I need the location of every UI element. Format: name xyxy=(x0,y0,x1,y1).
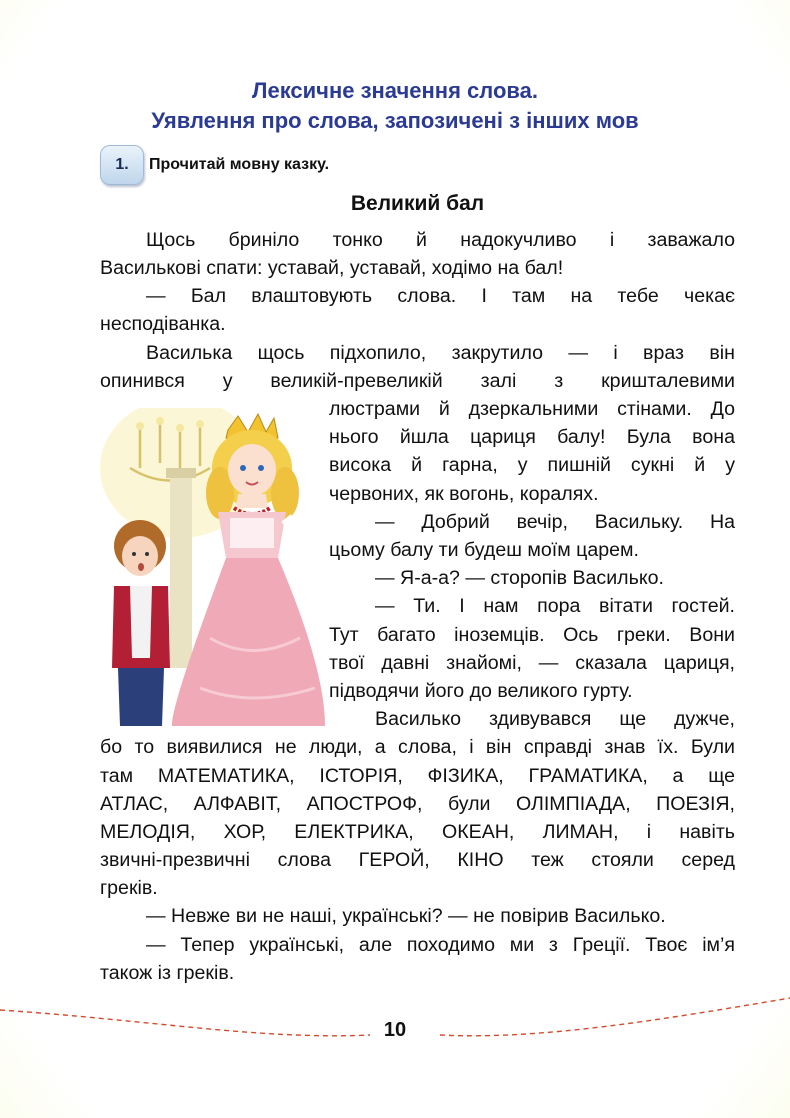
story-line: червоних, як вогонь, коралях. xyxy=(329,483,599,505)
story-line: несподіванка. xyxy=(100,313,226,335)
story-line: бо то виявилися не люди, а слова, і він справді знав їх. Були xyxy=(100,736,735,758)
lesson-title-line-1: Лексичне значення слова. xyxy=(252,78,538,103)
story-line: там МАТЕМАТИКА, ІСТОРІЯ, ФІЗИКА, ГРАМАТИКА, а ще xyxy=(100,765,735,787)
lesson-title xyxy=(60,76,730,136)
story-line: Василька щось підхопило, закрутило — і враз він xyxy=(146,342,735,364)
story-line: нього йшла цариця балу! Була вона xyxy=(329,426,735,448)
story-line: також із греків. xyxy=(100,962,235,984)
story-line: греків. xyxy=(100,877,158,899)
story-line: АТЛАС, АЛФАВІТ, АПОСТРОФ, були ОЛІМПІАДА, ПОЕЗІЯ, xyxy=(100,793,735,815)
story-line: опинився у великій-превеликій залі з кришталевими xyxy=(100,370,735,392)
story-line: люстрами й дзеркальними стінами. До xyxy=(329,398,735,420)
story-line: цьому балу ти будеш моїм царем. xyxy=(329,539,639,561)
story-line: — Бал влаштовують слова. І там на тебе чекає xyxy=(146,285,735,307)
story-line: — Невже ви не наші, українські? — не повірив Василько. xyxy=(146,905,666,927)
story-title: Великий бал xyxy=(350,192,485,215)
story-line: Тут багато іноземців. Ось греки. Вони xyxy=(329,624,735,646)
story-line: твої давні знайомі, — сказала цариця, xyxy=(329,652,735,674)
task-heading xyxy=(100,145,600,185)
story-line: Василько здивувався ще дужче, xyxy=(375,708,735,730)
story-line: — Я-а-а? — сторопів Василько. xyxy=(375,567,664,589)
lesson-title-line-2: Уявлення про слова, запозичені з інших мов xyxy=(151,108,639,133)
story-line: висока й гарна, у пишній сукні й у xyxy=(329,454,735,476)
task-number-badge xyxy=(100,145,144,185)
story-line: Щось бриніло тонко й надокучливо і заважало xyxy=(146,229,735,251)
story-line: звичні-презвичні слова ГЕРОЙ, КІНО теж стояли серед xyxy=(100,849,735,871)
story-line: — Ти. І нам пора вітати гостей. xyxy=(375,595,735,617)
page-number: 10 xyxy=(383,1019,407,1041)
story-illustration xyxy=(100,408,325,726)
story-line: — Тепер українські, але походимо ми з Греції. Твоє ім’я xyxy=(146,934,735,956)
task-instruction: Прочитай мовну казку. xyxy=(149,156,330,173)
story-line: — Добрий вечір, Васильку. На xyxy=(375,511,735,533)
task-number: 1. xyxy=(115,156,129,173)
story-line: МЕЛОДІЯ, ХОР, ЕЛЕКТРИКА, ОКЕАН, ЛИМАН, і навіть xyxy=(100,821,735,843)
story-line: Василькові спати: уставай, уставай, ходімо на бал! xyxy=(100,257,564,279)
story-line: підводячи його до великого гурту. xyxy=(329,680,633,702)
